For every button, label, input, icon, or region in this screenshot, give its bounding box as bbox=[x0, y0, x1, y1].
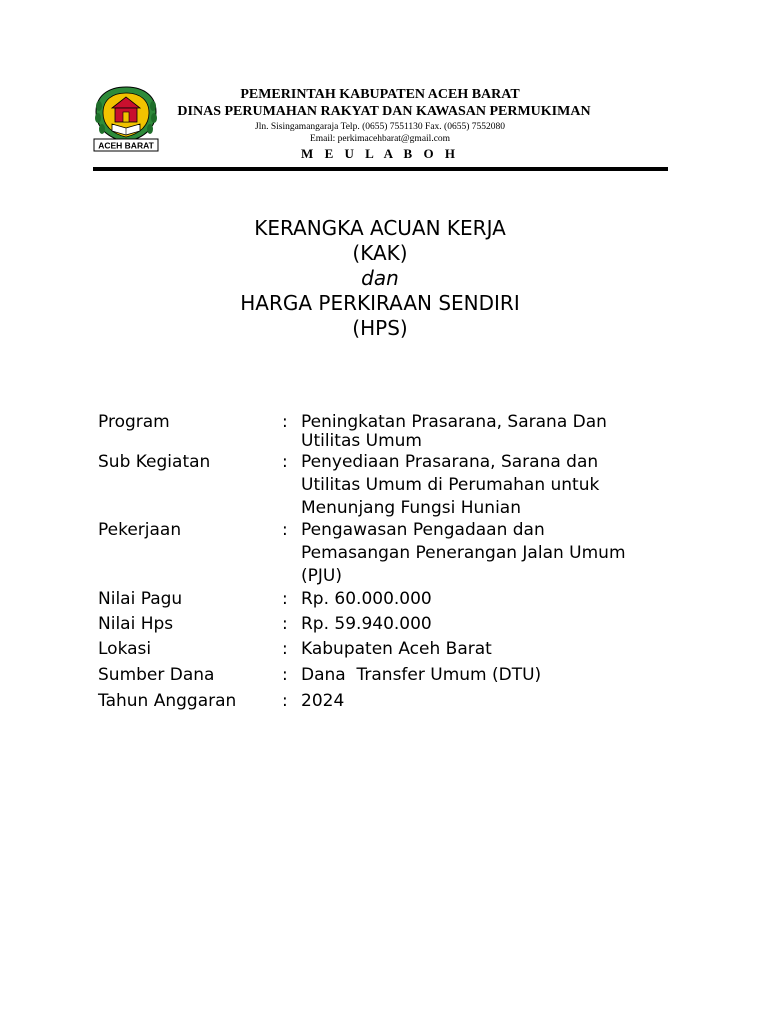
info-label: Nilai Hps bbox=[98, 614, 174, 634]
title-line-hps: HARGA PERKIRAAN SENDIRI bbox=[240, 291, 520, 315]
info-label: Tahun Anggaran bbox=[98, 691, 237, 711]
document-title bbox=[0, 216, 760, 341]
info-colon: : bbox=[282, 520, 288, 540]
info-label: Lokasi bbox=[98, 639, 152, 659]
title-line-hps-abbr: (HPS) bbox=[352, 316, 408, 340]
letterhead-agency: DINAS PERUMAHAN RAKYAT DAN KAWASAN PERMUKIMAN bbox=[177, 104, 591, 119]
letterhead bbox=[160, 86, 600, 162]
info-label: Program bbox=[98, 412, 170, 432]
info-label: Sumber Dana bbox=[98, 665, 215, 685]
info-colon: : bbox=[282, 665, 288, 685]
info-value: Kabupaten Aceh Barat bbox=[301, 639, 492, 659]
info-colon: : bbox=[282, 589, 288, 609]
title-line-kak: KERANGKA ACUAN KERJA bbox=[254, 216, 506, 240]
info-label: Sub Kegiatan bbox=[98, 452, 211, 472]
info-colon: : bbox=[282, 412, 288, 432]
document-page: ACEH BARAT PEMERINTAH KABUPATEN ACEH BARAT DINAS PERUMAHAN RAKYAT DAN KAWASAN PERMUKIMAN Jln. Sisingamangaraja Telp. (0655) 7551130 Fax. (0655) 7552080 Email: perkimacehbarat@gmail.com M E U L A B O H KERANGKA ACUAN KERJA (KAK) dan HARGA PERKIRAAN SENDIRI (HPS) Program : Peningkatan Prasarana, Sarana Dan Utilitas Umum Sub Kegiatan : Penyediaan Prasarana, Sarana dan Utilitas Umum di Perumahan untuk Menunjang Fungsi Hunian Pekerjaan : Pengawasan Pengadaan dan Pemasangan Penerangan Jalan Umum (PJU) Nilai Pagu : Rp. 60.000.000 Nilai Hps : Rp. 59.940.000 Lokasi : Kabupaten Aceh Barat Sumber Dana : Dana Transfer Umum (DTU) Tahun Anggaran : 2024 bbox=[0, 0, 768, 1024]
title-line-dan: dan bbox=[361, 266, 399, 290]
letterhead-city: M E U L A B O H bbox=[301, 146, 459, 161]
info-label: Nilai Pagu bbox=[98, 589, 183, 609]
info-value: Rp. 60.000.000 bbox=[301, 589, 432, 609]
info-colon: : bbox=[282, 614, 288, 634]
letterhead-government: PEMERINTAH KABUPATEN ACEH BARAT bbox=[240, 87, 520, 102]
aceh-barat-logo bbox=[90, 84, 162, 154]
info-value: Dana Transfer Umum (DTU) bbox=[301, 665, 542, 685]
letterhead-address: Jln. Sisingamangaraja Telp. (0655) 7551130 Fax. (0655) 7552080 bbox=[255, 122, 505, 132]
title-line-kak-abbr: (KAK) bbox=[352, 241, 408, 265]
info-value: 2024 bbox=[301, 691, 345, 711]
info-colon: : bbox=[282, 452, 288, 472]
letterhead-email: Email: perkimacehbarat@gmail.com bbox=[309, 134, 451, 144]
letterhead-divider bbox=[93, 167, 668, 171]
info-value: Rp. 59.940.000 bbox=[301, 614, 432, 634]
info-label: Pekerjaan bbox=[98, 520, 182, 540]
info-colon: : bbox=[282, 691, 288, 711]
svg-text:ACEH BARAT: ACEH BARAT bbox=[98, 140, 154, 151]
info-colon: : bbox=[282, 639, 288, 659]
